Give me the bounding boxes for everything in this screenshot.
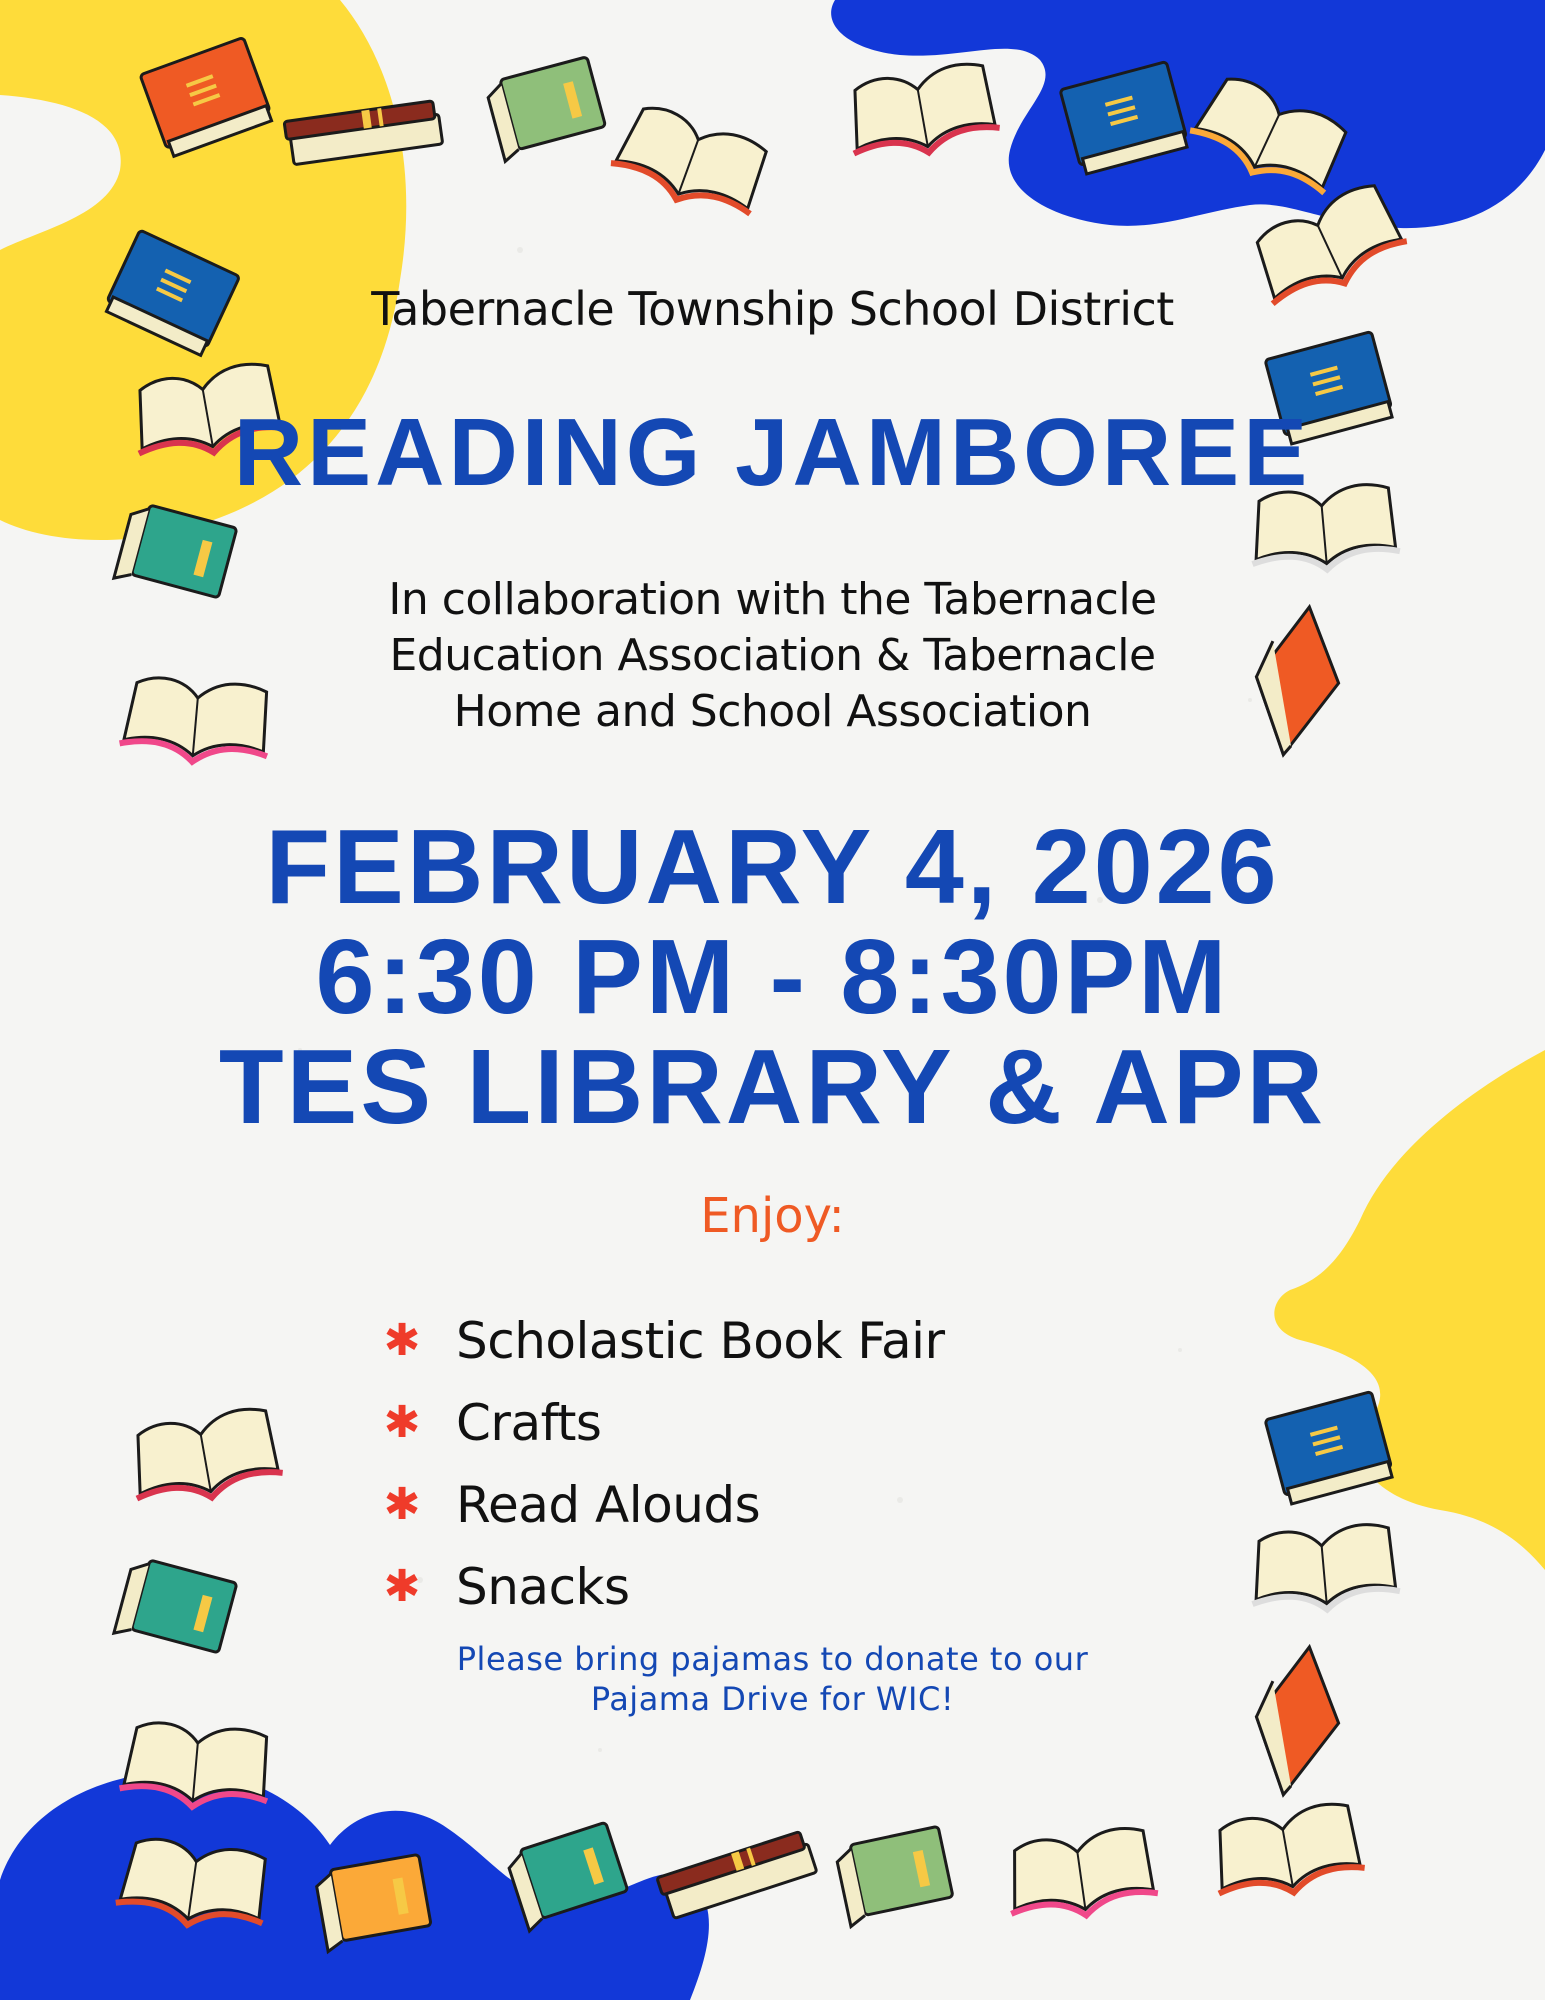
donation-note: Please bring pajamas to donate to our <box>456 1640 1089 1678</box>
open-book-icon <box>125 1405 285 1511</box>
collaboration-line: Home and School Association <box>453 686 1092 737</box>
activity-label: Crafts <box>456 1394 602 1452</box>
district-name: Tabernacle Township School District <box>371 282 1174 336</box>
collaboration-line: Education Association & Tabernacle <box>389 630 1156 681</box>
activity-label: Scholastic Book Fair <box>456 1312 945 1370</box>
donation-note: Pajama Drive for WIC! <box>590 1680 955 1718</box>
event-date: FEBRUARY 4, 2026 <box>265 808 1280 926</box>
book-icon <box>1265 1392 1394 1505</box>
open-book-icon <box>1246 1522 1401 1616</box>
event-location: TES LIBRARY & APR <box>218 1028 1327 1146</box>
asterisk-icon: ✱ <box>383 1315 421 1366</box>
book-icon <box>485 57 608 162</box>
event-time: 6:30 PM - 8:30PM <box>315 918 1230 1036</box>
activity-label: Snacks <box>456 1558 630 1616</box>
book-icon <box>834 1826 954 1926</box>
list-item <box>380 1382 945 1464</box>
asterisk-icon: ✱ <box>383 1479 421 1530</box>
enjoy-heading: Enjoy: <box>700 1188 845 1244</box>
open-book-icon <box>607 98 774 225</box>
asterisk-icon: ✱ <box>383 1397 421 1448</box>
open-book-icon <box>1002 1825 1160 1926</box>
collaboration-line: In collaboration with the Tabernacle <box>388 574 1157 625</box>
asterisk-icon: ✱ <box>383 1561 421 1612</box>
list-item <box>380 1464 945 1546</box>
activities-list <box>380 1300 945 1628</box>
list-item <box>380 1300 945 1382</box>
event-title: READING JAMBOREE <box>233 399 1312 506</box>
list-item <box>380 1546 945 1628</box>
open-book-icon <box>1207 1800 1367 1906</box>
open-book-icon <box>842 60 1002 166</box>
activity-label: Read Alouds <box>456 1476 761 1534</box>
book-icon <box>657 1830 817 1919</box>
